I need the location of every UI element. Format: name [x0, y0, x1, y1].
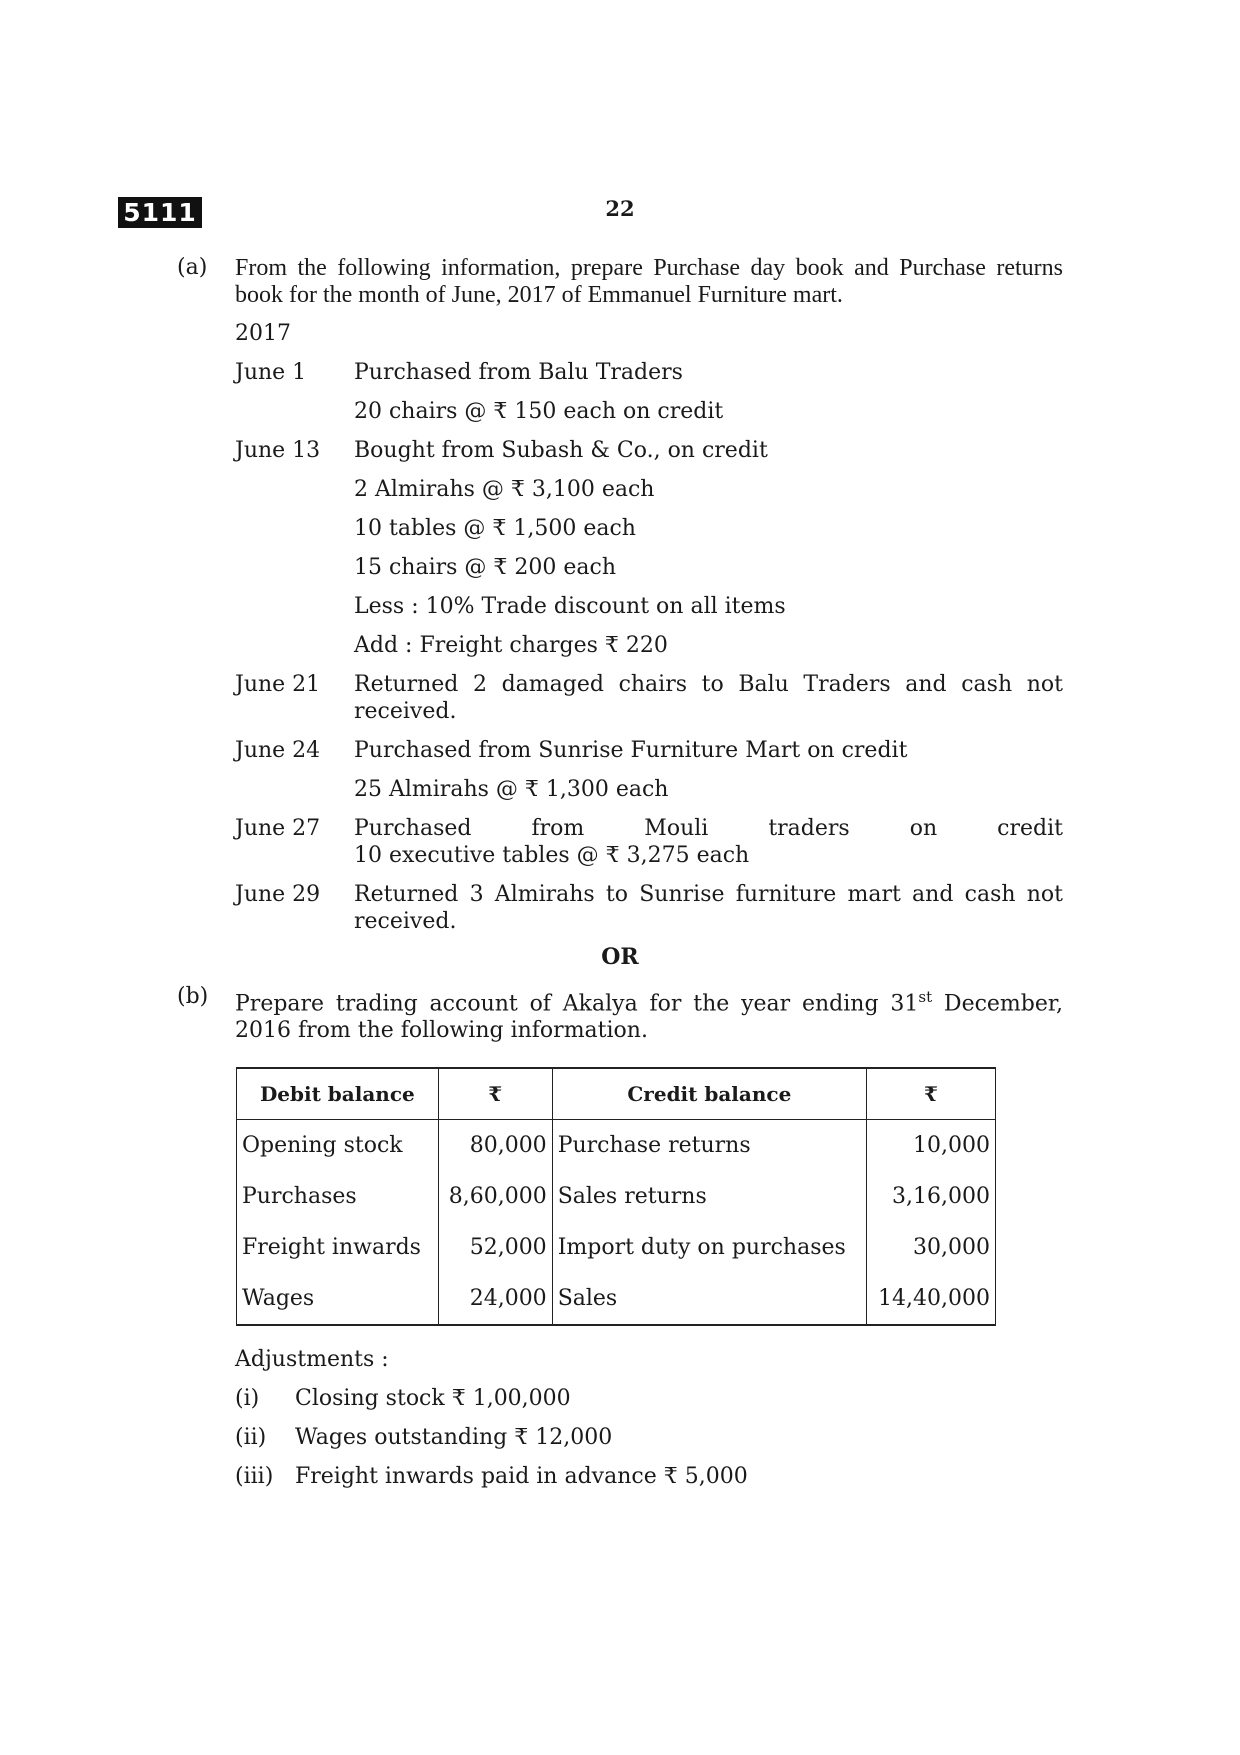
- part-a-intro: From the following information, prepare Purchase day book and Purchase returns book for the month of June, 2017 of Emmanuel Furniture mart.: [235, 255, 1063, 308]
- part-b-label: (b): [177, 984, 209, 1009]
- adjustment-text: Wages outstanding ₹ 12,000: [295, 1425, 613, 1450]
- debit-amount: 8,60,000: [438, 1171, 552, 1222]
- entry-line: Returned 3 Almirahs to Sunrise furniture mart and cash not received.: [354, 882, 1063, 934]
- adjustment-text: Freight inwards paid in advance ₹ 5,000: [295, 1464, 748, 1489]
- intro-superscript: st: [918, 988, 933, 1006]
- table-row: [237, 1273, 996, 1325]
- credit-item: Purchase returns: [552, 1120, 866, 1172]
- debit-amount: 24,000: [438, 1273, 552, 1325]
- entry-date: June 24: [235, 738, 321, 763]
- entry-line: Purchased from Sunrise Furniture Mart on credit: [354, 738, 908, 763]
- intro-text: Prepare trading account of Akalya for the year ending 31: [235, 991, 919, 1017]
- adjustment-index: (ii): [235, 1425, 267, 1450]
- entry-date: June 29: [235, 882, 321, 907]
- or-separator: OR: [601, 944, 639, 970]
- entry-line: 15 chairs @ ₹ 200 each: [354, 555, 617, 580]
- entry-date: June 13: [235, 438, 321, 463]
- entry-line: 20 chairs @ ₹ 150 each on credit: [354, 399, 724, 424]
- credit-item: Sales returns: [552, 1171, 866, 1222]
- part-b-intro: [235, 984, 1063, 1044]
- adjustment-index: (i): [235, 1386, 260, 1411]
- table-row: [237, 1120, 996, 1172]
- entry-line: 10 tables @ ₹ 1,500 each: [354, 516, 636, 541]
- entry-line: Bought from Subash & Co., on credit: [354, 438, 768, 463]
- entry-word: credit: [997, 816, 1063, 841]
- column-header: ₹: [438, 1068, 552, 1120]
- entry-line: Purchased from Balu Traders: [354, 360, 683, 385]
- column-header: Credit balance: [552, 1068, 866, 1120]
- debit-amount: 80,000: [438, 1120, 552, 1172]
- adjustment-index: (iii): [235, 1464, 274, 1489]
- column-header: Debit balance: [237, 1068, 439, 1120]
- table-row: [237, 1171, 996, 1222]
- paper-code-badge: 5111: [118, 197, 202, 228]
- part-a-year: 2017: [235, 321, 291, 346]
- table-row: [237, 1222, 996, 1273]
- credit-amount: 30,000: [867, 1222, 996, 1273]
- credit-item: Import duty on purchases: [552, 1222, 866, 1273]
- debit-amount: 52,000: [438, 1222, 552, 1273]
- entry-word: Mouli: [644, 816, 709, 841]
- entry-line: Returned 2 damaged chairs to Balu Traders and cash not received.: [354, 672, 1063, 724]
- credit-amount: 3,16,000: [867, 1171, 996, 1222]
- entry-line-spread: [354, 815, 1063, 842]
- page-number: 22: [605, 196, 635, 221]
- entry-line: 10 executive tables @ ₹ 3,275 each: [354, 843, 750, 868]
- credit-item: Sales: [552, 1273, 866, 1325]
- entry-date: June 21: [235, 672, 321, 697]
- credit-amount: 10,000: [867, 1120, 996, 1172]
- entry-line: 2 Almirahs @ ₹ 3,100 each: [354, 477, 655, 502]
- entry-word: on: [909, 816, 938, 841]
- trial-balance-table: [236, 1067, 996, 1326]
- entry-date: June 1: [235, 360, 307, 385]
- intro-text: December, 2016 from the following information.: [235, 991, 1063, 1044]
- table-header-row: [237, 1068, 996, 1120]
- adjustments-title: Adjustments :: [235, 1347, 389, 1372]
- debit-item: Opening stock: [237, 1120, 439, 1172]
- adjustment-text: Closing stock ₹ 1,00,000: [295, 1386, 571, 1411]
- debit-item: Purchases: [237, 1171, 439, 1222]
- debit-item: Wages: [237, 1273, 439, 1325]
- entry-date: June 27: [235, 816, 321, 841]
- column-header: ₹: [867, 1068, 996, 1120]
- entry-line: 25 Almirahs @ ₹ 1,300 each: [354, 777, 669, 802]
- entry-word: from: [531, 816, 585, 841]
- entry-word: Purchased: [354, 816, 472, 841]
- entry-word: traders: [768, 816, 850, 841]
- credit-amount: 14,40,000: [867, 1273, 996, 1325]
- entry-line: Add : Freight charges ₹ 220: [354, 633, 668, 658]
- part-a-label: (a): [177, 255, 208, 280]
- entry-line: Less : 10% Trade discount on all items: [354, 594, 786, 619]
- debit-item: Freight inwards: [237, 1222, 439, 1273]
